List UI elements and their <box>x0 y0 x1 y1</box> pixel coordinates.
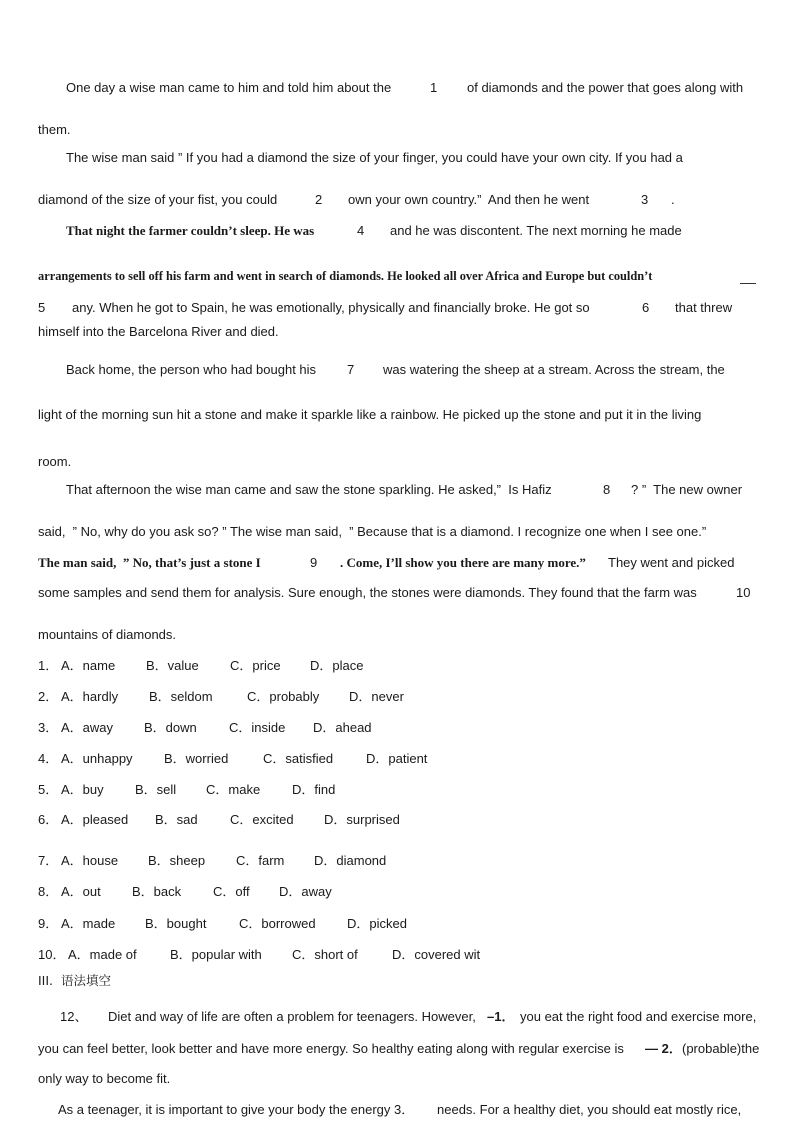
blank-number-2: 2 <box>315 192 323 207</box>
passage-line: light of the morning sun hit a stone and make it sparkle like a rainbow. He picked up the stone and put it in the living <box>38 407 702 422</box>
question-number: 5． <box>38 782 59 797</box>
option-a[interactable]: A．made of <box>68 947 137 962</box>
question-number: 3． <box>38 720 59 735</box>
passage-line: That afternoon the wise man came and saw the stone sparkling. He asked,” Is Hafiz <box>66 482 552 497</box>
blank-number-5: 5 <box>38 300 46 315</box>
grammar-line: you can feel better, look better and have more energy. So healthy eating along with regular exercise is <box>38 1041 624 1056</box>
option-d[interactable]: D．ahead <box>313 720 372 735</box>
option-d[interactable]: D．away <box>279 884 332 899</box>
grammar-line: As a teenager, it is important to give your body the energy 3． <box>58 1102 415 1117</box>
blank-number-1: 1 <box>430 80 438 95</box>
option-b[interactable]: B．sad <box>155 812 198 827</box>
option-c[interactable]: C．probably <box>247 689 320 704</box>
blank-number-1: –1． <box>487 1009 515 1024</box>
option-d[interactable]: D．never <box>349 689 404 704</box>
blank-number-7: 7 <box>347 362 355 377</box>
question-number: 6． <box>38 812 59 827</box>
passage-line: and he was discontent. The next morning he made <box>390 223 682 238</box>
option-b[interactable]: B．value <box>146 658 199 673</box>
passage-line: some samples and send them for analysis. Sure enough, the stones were diamonds. They found that the farm was <box>38 585 697 600</box>
option-c[interactable]: C．inside <box>229 720 286 735</box>
question-number: 9． <box>38 916 59 931</box>
grammar-line: only way to become fit. <box>38 1071 171 1086</box>
passage-line: Back home, the person who had bought his <box>66 362 317 377</box>
question-number: 1． <box>38 658 59 673</box>
passage-line: ? ” The new owner <box>631 482 743 497</box>
option-c[interactable]: C．excited <box>230 812 294 827</box>
blank-number-4: 4 <box>357 223 365 238</box>
section-heading: III. 语法填空 <box>38 973 111 988</box>
blank-underline <box>740 283 756 284</box>
question-number: 12、 <box>60 1009 88 1024</box>
question-number: 7． <box>38 853 59 868</box>
blank-number-6: 6 <box>642 300 650 315</box>
grammar-line: you eat the right food and exercise more, <box>520 1009 757 1024</box>
passage-line: . Come, I’ll show you there are many more.” <box>340 555 586 570</box>
option-c[interactable]: C．make <box>206 782 261 797</box>
passage-line: mountains of diamonds. <box>38 627 177 642</box>
option-b[interactable]: B．worried <box>164 751 229 766</box>
option-c[interactable]: C．satisfied <box>263 751 334 766</box>
passage-line: room. <box>38 454 72 469</box>
option-a[interactable]: A．name <box>61 658 116 673</box>
option-c[interactable]: C．farm <box>236 853 285 868</box>
option-c[interactable]: C．borrowed <box>239 916 316 931</box>
question-number: 4． <box>38 751 59 766</box>
passage-line: They went and picked <box>608 555 735 570</box>
passage-line: that threw <box>675 300 733 315</box>
option-a[interactable]: A．pleased <box>61 812 129 827</box>
option-b[interactable]: B．bought <box>145 916 207 931</box>
passage-line: . <box>671 192 675 207</box>
passage-line: One day a wise man came to him and told him about the <box>66 80 392 95</box>
passage-line: said, ” No, why do you ask so? ” The wise man said, ” Because that is a diamond. I recognize one when I see one.” <box>38 524 707 539</box>
option-d[interactable]: D．surprised <box>324 812 400 827</box>
blank-number-9: 9 <box>310 555 318 570</box>
question-number: 8． <box>38 884 59 899</box>
grammar-line: (probable)the <box>682 1041 760 1056</box>
passage-line: himself into the Barcelona River and died. <box>38 324 279 339</box>
passage-line: The wise man said ” If you had a diamond the size of your finger, you could have your own city. If you had a <box>66 150 683 165</box>
option-b[interactable]: B．back <box>132 884 182 899</box>
passage-line: of diamonds and the power that goes along with <box>467 80 744 95</box>
passage-line: diamond of the size of your fist, you could <box>38 192 278 207</box>
option-a[interactable]: A．away <box>61 720 114 735</box>
option-a[interactable]: A．house <box>61 853 119 868</box>
question-number: 10． <box>38 947 66 962</box>
option-a[interactable]: A．unhappy <box>61 751 133 766</box>
passage-line: them. <box>38 122 71 137</box>
option-a[interactable]: A．buy <box>61 782 104 797</box>
option-b[interactable]: B．sell <box>135 782 177 797</box>
blank-number-8: 8 <box>603 482 611 497</box>
passage-line: arrangements to sell off his farm and went in search of diamonds. He looked all over Africa and Europe but couldn’t <box>38 269 653 283</box>
option-d[interactable]: D．patient <box>366 751 428 766</box>
option-d[interactable]: D．covered wit <box>392 947 481 962</box>
passage-line: That night the farmer couldn’t sleep. He was <box>66 223 315 238</box>
option-d[interactable]: D．diamond <box>314 853 387 868</box>
passage-line: own your own country.” And then he went <box>348 192 590 207</box>
passage-line: The man said, ” No, that’s just a stone I <box>38 555 261 570</box>
blank-number-3: 3 <box>641 192 649 207</box>
option-a[interactable]: A．hardly <box>61 689 119 704</box>
option-b[interactable]: B．seldom <box>149 689 213 704</box>
blank-number-2: — 2． <box>645 1041 682 1056</box>
option-c[interactable]: C．price <box>230 658 281 673</box>
passage-line: any. When he got to Spain, he was emotionally, physically and financially broke. He got so <box>72 300 590 315</box>
option-b[interactable]: B．popular with <box>170 947 262 962</box>
question-number: 2． <box>38 689 59 704</box>
option-a[interactable]: A．out <box>61 884 101 899</box>
blank-number-10: 10 <box>736 585 751 600</box>
option-d[interactable]: D．picked <box>347 916 407 931</box>
option-b[interactable]: B．down <box>144 720 197 735</box>
option-b[interactable]: B．sheep <box>148 853 206 868</box>
option-d[interactable]: D．place <box>310 658 364 673</box>
option-c[interactable]: C．short of <box>292 947 358 962</box>
grammar-line: needs. For a healthy diet, you should eat mostly rice, <box>437 1102 742 1117</box>
option-c[interactable]: C．off <box>213 884 250 899</box>
option-a[interactable]: A．made <box>61 916 116 931</box>
option-d[interactable]: D．find <box>292 782 336 797</box>
passage-line: was watering the sheep at a stream. Across the stream, the <box>383 362 725 377</box>
grammar-line: Diet and way of life are often a problem for teenagers. However, <box>108 1009 476 1024</box>
